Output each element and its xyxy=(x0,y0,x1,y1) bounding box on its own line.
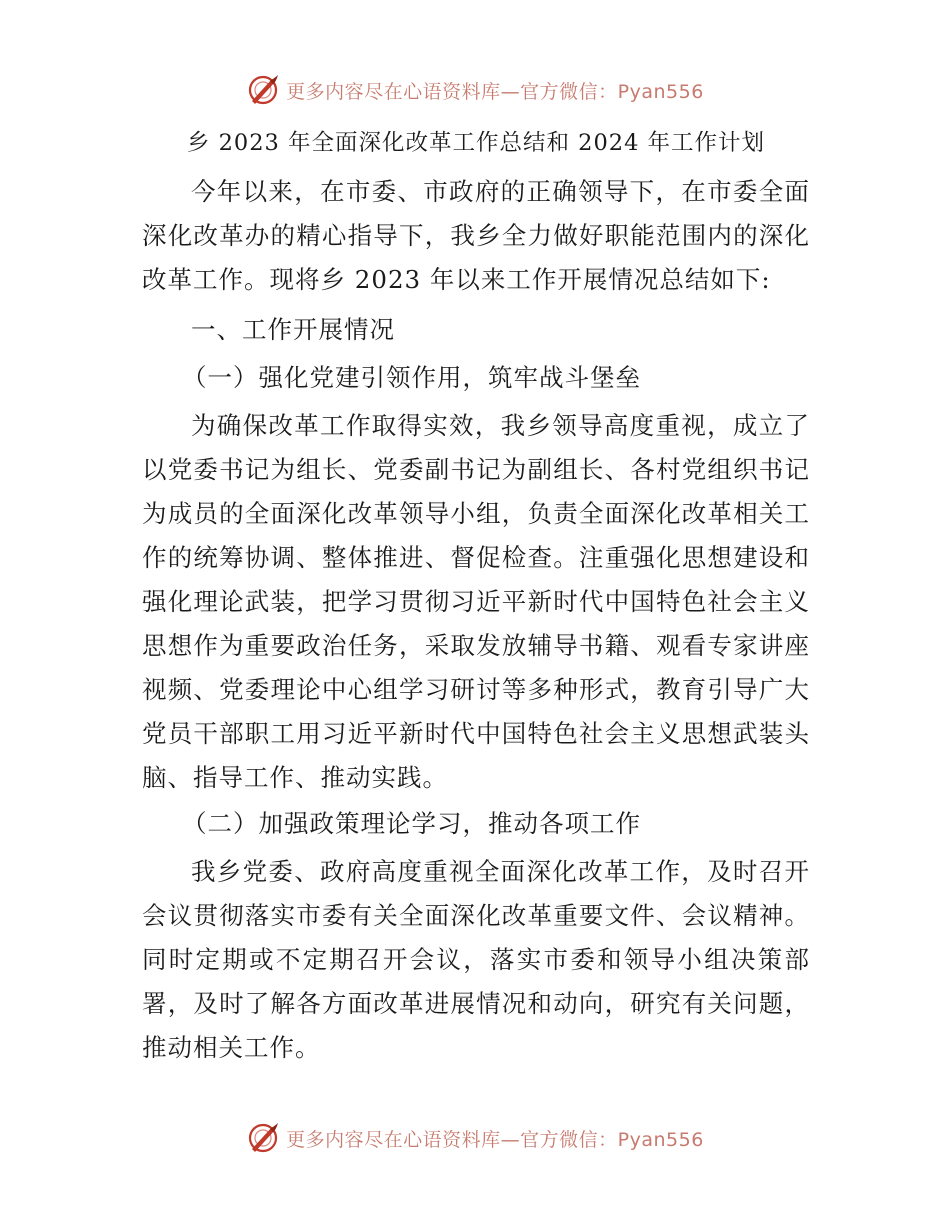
quill-seal-icon xyxy=(246,1121,280,1155)
subsection-heading-1: （一）强化党建引领作用，筑牢战斗堡垒 xyxy=(182,363,641,392)
watermark-text: 更多内容尽在心语资料库—官方微信：Pyan556 xyxy=(286,80,704,103)
watermark-text: 更多内容尽在心语资料库—官方微信：Pyan556 xyxy=(286,1128,704,1151)
subsection-body-2: 我乡党委、政府高度重视全面深化改革工作，及时召开会议贯彻落实市委有关全面深化改革重要文件、会议精神。同时定期或不定期召开会议，落实市委和领导小组决策部署，及时了解各方面改革进展情况和动向，研究有关问题，推动相关工作。 xyxy=(142,857,810,1062)
document-body xyxy=(142,118,810,1070)
document-title: 乡 2023 年全面深化改革工作总结和 2024 年工作计划 xyxy=(186,130,766,156)
intro-paragraph: 今年以来，在市委、市政府的正确领导下，在市委全面深化改革办的精心指导下，我乡全力做好职能范围内的深化改革工作。现将乡 2023 年以来工作开展情况总结如下: xyxy=(142,177,810,294)
subsection-body-1: 为确保改革工作取得实效，我乡领导高度重视，成立了以党委书记为组长、党委副书记为副组长、各村党组织书记为成员的全面深化改革领导小组，负责全面深化改革相关工作的统筹协调、整体推进、督促检查。注重强化思想建设和强化理论武装，把学习贯彻习近平新时代中国特色社会主义思想作为重要政治任务，采取发放辅导书籍、观看专家讲座视频、党委理论中心组学习研讨等多种形式，教育引导广大党员干部职工用习近平新时代中国特色社会主义思想武装头脑、指导工作、推动实践。 xyxy=(142,411,810,792)
watermark-banner-bottom xyxy=(0,1118,950,1158)
watermark-banner-top xyxy=(0,70,950,110)
quill-seal-icon xyxy=(246,73,280,107)
section-heading-1: 一、工作开展情况 xyxy=(191,315,395,344)
subsection-heading-2: （二）加强政策理论学习，推动各项工作 xyxy=(182,809,641,838)
